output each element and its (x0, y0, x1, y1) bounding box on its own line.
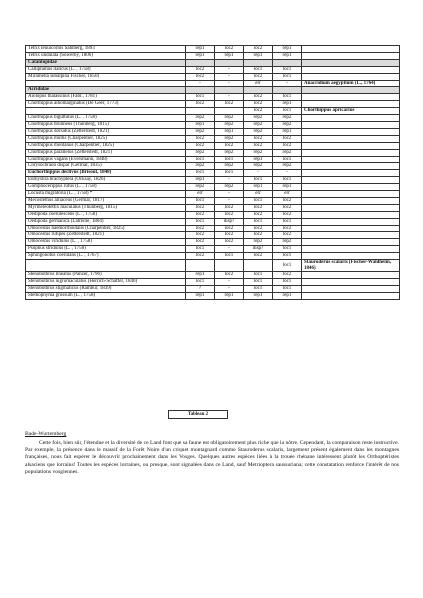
status-cell: loc2 (273, 142, 302, 149)
status-cell: err (244, 80, 273, 87)
status-cell: loc1 (273, 177, 302, 184)
status-cell: rép2 (186, 128, 215, 135)
status-cell: - (273, 80, 302, 87)
status-cell: - (215, 191, 244, 198)
species-name-cell (26, 108, 186, 115)
status-cell: loc2 (244, 73, 273, 80)
status-cell: rép1 (215, 52, 244, 59)
note-cell (302, 177, 400, 184)
note-cell (302, 52, 400, 59)
status-cell: loc1 (273, 246, 302, 253)
status-cell: loc2 (186, 135, 215, 142)
table-row (26, 279, 400, 286)
note-cell: Anacridium aegyptium (L., 1764) (302, 80, 400, 87)
status-cell: loc1 (215, 253, 244, 260)
status-cell: - (215, 80, 244, 87)
table-row (26, 80, 400, 87)
table-row (26, 73, 400, 80)
status-cell: - (215, 286, 244, 293)
note-cell (302, 279, 400, 286)
species-name-cell: Tetrix undulata (Sowerby, 1806) (26, 52, 186, 59)
species-table (25, 45, 400, 300)
status-cell: - (215, 197, 244, 204)
table-row (26, 197, 400, 204)
status-cell: rép2 (215, 115, 244, 122)
status-cell: rép1 (215, 293, 244, 300)
table-row (26, 101, 400, 108)
status-cell: loc1 (273, 260, 302, 272)
status-cell: loc2 (244, 142, 273, 149)
status-cell: rép2 (244, 149, 273, 156)
status-cell: - (215, 177, 244, 184)
body-paragraph: Cette fois, bien sûr, l'étendue et la diversité de ce Land font que sa faune est obligatoirement plus riche que la nôtre. Cependant, la comparaison reste instructive. Par exemple, la présence dans le massif de la Forêt Noire d'un criquet montagnard comme Stauroderus scalaris, largement présent également dans les montagnes françaises, nous fait espérer le découvrir prochainement dans les Vosges. Quelques autres espèces liées à la trouée rhénane intéressent plutôt les Orthoptéristes alsaciens que lorrains! Toutes les espèces lorraines, ou presque, sont signalées dans ce Land, sauf Metrioptera saussuriana; cette constatation renforce l'intérêt de nos populations vosgiennes. (25, 440, 399, 475)
table-row (26, 142, 400, 149)
table-row (26, 246, 400, 253)
note-cell (302, 149, 400, 156)
status-cell: - (244, 170, 273, 177)
note-cell (302, 121, 400, 128)
status-cell (273, 59, 302, 66)
species-name-cell: Chorthippus biguttulus (L. , 1758) (26, 115, 186, 122)
note-cell (302, 197, 400, 204)
note-cell (302, 293, 400, 300)
status-cell: rép1 (273, 184, 302, 191)
status-cell: rép1 (186, 121, 215, 128)
status-cell (244, 87, 273, 94)
species-name-cell: Oedipoda coerulescens (L. , 1758) (26, 211, 186, 218)
status-cell: loc1 (273, 108, 302, 115)
note-cell (302, 66, 400, 73)
status-cell: loc2 (244, 204, 273, 211)
status-cell (244, 59, 273, 66)
status-cell: rép1 (273, 293, 302, 300)
table-row (26, 225, 400, 232)
table-row (26, 260, 400, 272)
note-cell (302, 218, 400, 225)
status-cell: rép1 (215, 128, 244, 135)
table-row (26, 211, 400, 218)
table-row (26, 184, 400, 191)
status-cell: rép2 (215, 184, 244, 191)
status-cell: rép1 (186, 177, 215, 184)
status-cell: loc2 (186, 101, 215, 108)
status-cell: rép2 (244, 239, 273, 246)
status-cell (186, 59, 215, 66)
status-cell: loc1 (273, 279, 302, 286)
species-name-cell (26, 260, 186, 272)
note-cell: Chorthippus apricarius (302, 108, 400, 115)
note-cell (302, 101, 400, 108)
note-cell (302, 272, 400, 279)
status-cell: rép1 (273, 101, 302, 108)
species-name-cell: Sphingonotus coerulans (L. , 1767) (26, 253, 186, 260)
table-row (26, 108, 400, 115)
table-section-row (26, 87, 400, 94)
status-cell: loc2 (244, 253, 273, 260)
status-cell: loc1 (186, 170, 215, 177)
note-cell (302, 94, 400, 101)
status-cell (215, 108, 244, 115)
status-cell: loc2 (244, 108, 273, 115)
status-cell: loc1 (244, 286, 273, 293)
status-cell: loc2 (186, 211, 215, 218)
note-cell (302, 204, 400, 211)
status-cell: err (244, 191, 273, 198)
status-cell: loc2 (215, 204, 244, 211)
table-row (26, 204, 400, 211)
status-cell: loc2 (186, 142, 215, 149)
status-cell: loc1 (244, 197, 273, 204)
status-cell: err (186, 191, 215, 198)
species-name-cell: Chorthippus vagans (Eversmann, 1848) (26, 156, 186, 163)
table-row (26, 149, 400, 156)
species-name-cell (26, 80, 186, 87)
status-cell: rép1 (186, 272, 215, 279)
note-cell (302, 156, 400, 163)
status-cell: loc1 (215, 170, 244, 177)
status-cell: rép2 (186, 115, 215, 122)
status-cell: - (215, 246, 244, 253)
note-cell (302, 246, 400, 253)
species-name-cell: Myrmeleotettix maculatus (Thunberg, 1815) (26, 204, 186, 211)
species-name-cell: Aiolopus thalassinus (Fabr., 1781) (26, 94, 186, 101)
status-cell: - (215, 73, 244, 80)
status-cell: rép2 (215, 149, 244, 156)
status-cell: disp? (244, 246, 273, 253)
note-cell (302, 115, 400, 122)
status-cell (273, 87, 302, 94)
status-cell: loc2 (244, 232, 273, 239)
status-cell: loc1 (244, 272, 273, 279)
status-cell: loc2 (186, 253, 215, 260)
species-name-cell: Omocestus viridulus (L. , 1758) (26, 239, 186, 246)
table-row (26, 163, 400, 170)
status-cell: loc1 (244, 279, 273, 286)
status-cell: rép2 (273, 149, 302, 156)
status-cell: loc1 (215, 156, 244, 163)
status-cell: rép1 (186, 52, 215, 59)
status-cell: loc2 (215, 232, 244, 239)
table-row (26, 52, 400, 59)
species-name-cell: Euchorthippus declivus (Brisout, 1848) (26, 170, 186, 177)
status-cell: loc2 (215, 46, 244, 53)
status-cell: rép1 (273, 46, 302, 53)
status-cell: loc2 (215, 142, 244, 149)
status-cell: rép1 (186, 293, 215, 300)
status-cell: rép2 (215, 135, 244, 142)
status-cell: loc2 (186, 225, 215, 232)
status-cell: rép1 (273, 52, 302, 59)
status-cell (215, 87, 244, 94)
note-cell (302, 163, 400, 170)
section-title: Bade-Wurtemberg (25, 431, 67, 437)
status-cell: rép2 (215, 163, 244, 170)
note-cell (302, 170, 400, 177)
status-cell: rép2 (273, 163, 302, 170)
status-cell: loc2 (273, 211, 302, 218)
table-row (26, 191, 400, 198)
table-row (26, 293, 400, 300)
table-row (26, 115, 400, 122)
status-cell: - (215, 94, 244, 101)
status-cell: loc2 (244, 135, 273, 142)
table-row (26, 135, 400, 142)
status-cell: loc2 (273, 197, 302, 204)
status-cell: loc2 (244, 101, 273, 108)
status-cell: loc1 (244, 177, 273, 184)
species-name-cell: Mecostethus alliaceus (Germar, 1817) (26, 197, 186, 204)
note-cell (302, 211, 400, 218)
species-name-cell: Omocestus haemorrhoidalis (Charpentier, 1825) (26, 225, 186, 232)
status-cell: loc1 (186, 218, 215, 225)
species-name-cell: Oedipoda germanica (Latreille, 1804) (26, 218, 186, 225)
status-cell (186, 108, 215, 115)
status-cell: loc2 (273, 272, 302, 279)
table-row (26, 286, 400, 293)
note-cell (302, 135, 400, 142)
status-cell: loc1 (186, 197, 215, 204)
species-name-cell: Chorthippus parallelus (Zetterstedt, 1821) (26, 149, 186, 156)
note-cell (302, 191, 400, 198)
species-name-cell: Chorthippus albomarginatus (De Geer, 1773) (26, 101, 186, 108)
status-cell: loc1 (186, 279, 215, 286)
status-cell: - (186, 80, 215, 87)
status-cell: rép1 (186, 46, 215, 53)
status-cell: loc2 (215, 272, 244, 279)
status-cell: - (215, 279, 244, 286)
status-cell: disp? (215, 218, 244, 225)
status-cell: loc2 (244, 225, 273, 232)
status-cell: rép2 (244, 128, 273, 135)
table-row (26, 66, 400, 73)
table-row (26, 177, 400, 184)
status-cell (215, 260, 244, 272)
status-cell: loc2 (215, 211, 244, 218)
status-cell: rép2 (273, 239, 302, 246)
species-name-cell: Acrididae (26, 87, 186, 94)
note-cell (302, 253, 400, 260)
note-cell (302, 286, 400, 293)
table-row (26, 94, 400, 101)
status-cell: loc1 (273, 94, 302, 101)
species-name-cell: Miramella subalpina Fischer, 1850) (26, 73, 186, 80)
status-cell: rép2 (244, 115, 273, 122)
species-name-cell: Tetrix tenuicornis Sahlberg, 1893 (26, 46, 186, 53)
status-cell: loc2 (273, 204, 302, 211)
species-table-body (26, 46, 400, 300)
status-cell: loc2 (273, 225, 302, 232)
note-cell (302, 142, 400, 149)
status-cell: - (215, 66, 244, 73)
status-cell: rép1 (273, 128, 302, 135)
status-cell: loc2 (273, 135, 302, 142)
species-name-cell: Chorthippus brunneus (Thunberg, 1815) (26, 121, 186, 128)
table-row (26, 232, 400, 239)
note-cell (302, 184, 400, 191)
table-row (26, 46, 400, 53)
species-name-cell: Chrysochraon dispar (Germar, 1835) (26, 163, 186, 170)
status-cell: rép2 (244, 163, 273, 170)
note-cell (302, 73, 400, 80)
status-cell: rép2 (273, 115, 302, 122)
status-cell: loc1 (273, 73, 302, 80)
species-name-cell: Stenobothrus stigmaticus (Rambur, 1839) (26, 286, 186, 293)
status-cell: loc2 (186, 204, 215, 211)
note-cell (302, 59, 400, 66)
species-name-cell: Euthystira brachyptera (Ocksay, 1826) (26, 177, 186, 184)
status-cell (186, 87, 215, 94)
status-cell: loc1 (244, 218, 273, 225)
status-cell: loc1 (273, 286, 302, 293)
table-row (26, 253, 400, 260)
status-cell: rép2 (186, 163, 215, 170)
status-cell: rép2 (215, 121, 244, 128)
note-cell (302, 87, 400, 94)
species-name-cell: Chorthippus dorsatus (Zetterstedt, 1821) (26, 128, 186, 135)
species-name-cell: Locusta migratoria (L. , 1758) * (26, 191, 186, 198)
status-cell (215, 59, 244, 66)
status-cell: loc1 (244, 66, 273, 73)
status-cell: - (273, 170, 302, 177)
table-row (26, 239, 400, 246)
status-cell: loc2 (186, 66, 215, 73)
note-cell (302, 239, 400, 246)
table-row (26, 156, 400, 163)
status-cell: rép2 (186, 149, 215, 156)
note-cell (302, 46, 400, 53)
note-cell: Stauroderus scalaris (Fischer-Waldheim, 1846) (302, 260, 400, 272)
status-cell: loc2 (244, 211, 273, 218)
status-cell: loc2 (186, 73, 215, 80)
status-cell: rép1 (244, 156, 273, 163)
species-name-cell: Catantopidae (26, 59, 186, 66)
table-row (26, 218, 400, 225)
species-name-cell: Stenobothrus lineatus (Panzer, 1796) (26, 272, 186, 279)
status-cell (244, 260, 273, 272)
status-cell: loc2 (273, 232, 302, 239)
species-name-cell: Stethophyma grossum (L. , 1758) (26, 293, 186, 300)
status-cell: loc2 (186, 239, 215, 246)
table-row (26, 170, 400, 177)
species-name-cell: Chorthippus montanus (Charpentier, 1825) (26, 142, 186, 149)
table-section-row (26, 59, 400, 66)
table-row (26, 121, 400, 128)
table-caption: Tableau 2 (168, 410, 228, 419)
status-cell: rép1 (244, 293, 273, 300)
status-cell: loc1 (186, 94, 215, 101)
species-name-cell: Chorthippus mollis (Charpentier, 1825) (26, 135, 186, 142)
status-cell: rép1 (244, 52, 273, 59)
status-cell: rép1 (244, 184, 273, 191)
status-cell: loc2 (215, 225, 244, 232)
status-cell: err (273, 191, 302, 198)
table-row (26, 128, 400, 135)
status-cell: loc1 (273, 66, 302, 73)
status-cell: loc1 (273, 218, 302, 225)
species-name-cell: Gomphocerippus rufus (L. , 1758) (26, 184, 186, 191)
status-cell: loc1 (186, 156, 215, 163)
note-cell (302, 232, 400, 239)
status-cell: rép2 (186, 184, 215, 191)
status-cell: loc1 (186, 246, 215, 253)
status-cell: loc1 (273, 156, 302, 163)
note-cell (302, 128, 400, 135)
status-cell: loc2 (244, 46, 273, 53)
species-name-cell: Omocestus rufipes (Zetterstedt, 1821) (26, 232, 186, 239)
status-cell: loc2 (215, 239, 244, 246)
table-row (26, 272, 400, 279)
status-cell: loc2 (186, 232, 215, 239)
status-cell: loc2 (244, 94, 273, 101)
status-cell: loc1 (273, 253, 302, 260)
status-cell (186, 260, 215, 272)
species-name-cell: Psophus stridulus (L. , 1758) (26, 246, 186, 253)
species-name-cell: Stenobothrus nigromaculatus (Herrich-Schaffer, 1840) (26, 279, 186, 286)
species-name-cell: Calliptamus italicus (L. , 1758) (26, 66, 186, 73)
status-cell: ? (186, 286, 215, 293)
status-cell: rép2 (244, 121, 273, 128)
status-cell: rép2 (273, 121, 302, 128)
note-cell (302, 225, 400, 232)
status-cell: loc2 (215, 101, 244, 108)
